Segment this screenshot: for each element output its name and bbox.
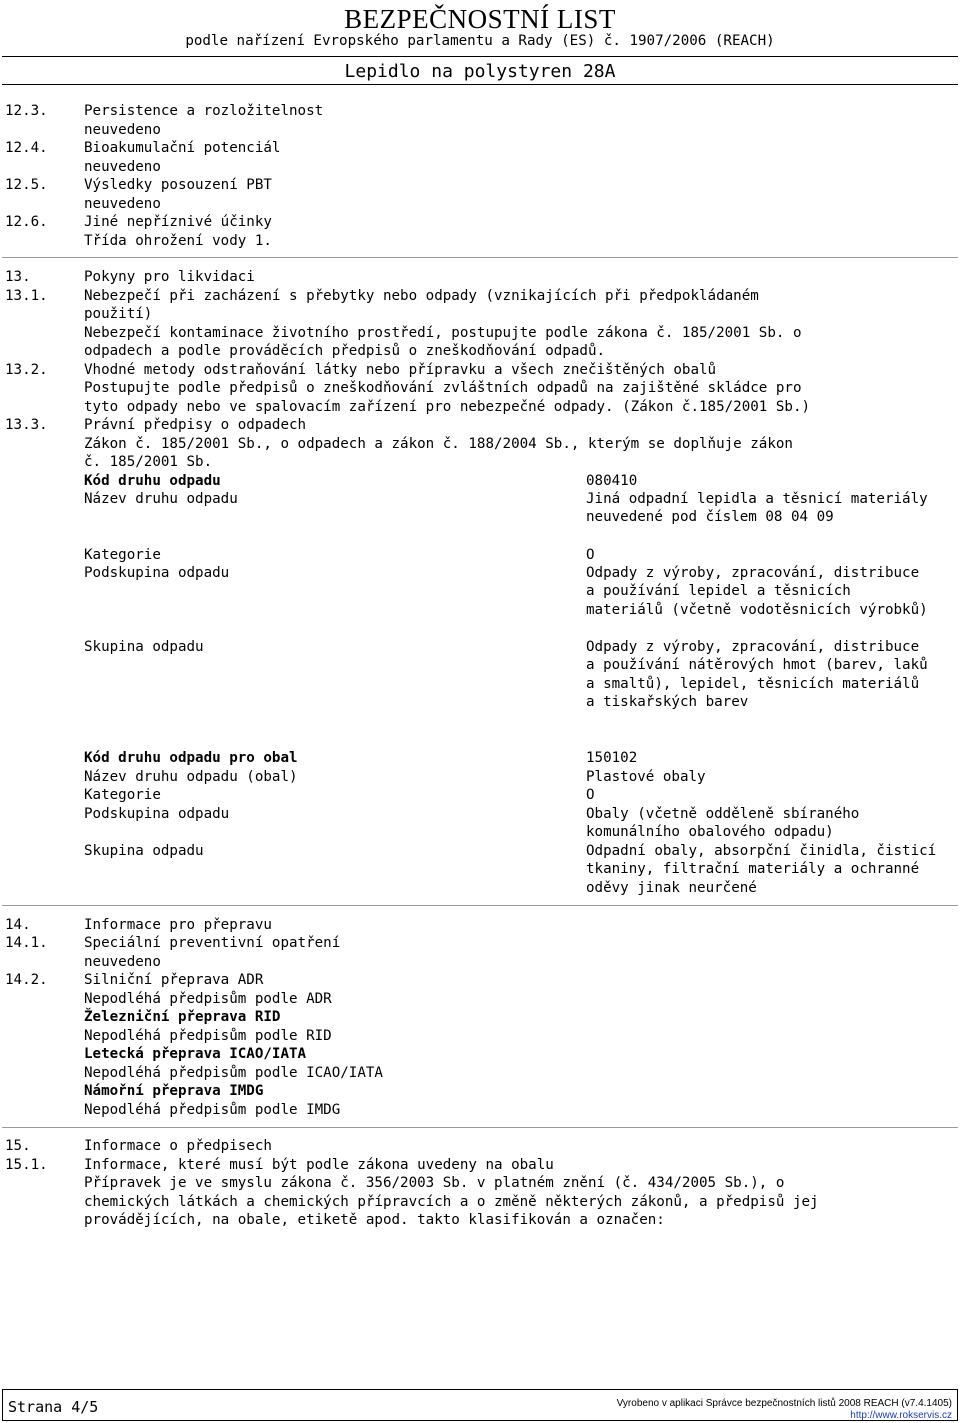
transport-rid-value: Nepodléhá předpisům podle RID <box>84 1028 332 1044</box>
section-number: 14.2. <box>5 972 48 988</box>
section-number: 15.1. <box>5 1157 48 1173</box>
section-heading: Právní předpisy o odpadech <box>84 417 307 433</box>
package-name-label: Název druhu odpadu (obal) <box>84 769 298 785</box>
package-name-value: Plastové obaly <box>586 769 706 785</box>
generator-note: Vyrobeno v aplikaci Správce bezpečnostních listů 2008 REACH (v7.4.1405) <box>616 1398 952 1409</box>
section-divider <box>2 905 958 906</box>
section-number: 12.5. <box>5 177 48 193</box>
transport-imdg-value: Nepodléhá předpisům podle IMDG <box>84 1102 341 1118</box>
waste-name-label: Název druhu odpadu <box>84 491 238 507</box>
package-category-value: O <box>586 787 595 803</box>
paragraph-line: Přípravek je ve smyslu zákona č. 356/2003 Sb. v platném znění (č. 434/2005 Sb.), o <box>84 1175 785 1191</box>
document-title: BEZPEČNOSTNÍ LIST <box>344 4 616 34</box>
generator-link[interactable]: http://www.rokservis.cz <box>850 1410 952 1421</box>
package-subgroup-label: Podskupina odpadu <box>84 806 230 822</box>
header-rule-bottom <box>2 84 958 85</box>
paragraph-line: č. 185/2001 Sb. <box>84 454 213 470</box>
transport-adr-heading: Silniční přeprava ADR <box>84 972 264 988</box>
paragraph-line: Zákon č. 185/2001 Sb., o odpadech a zákon č. 188/2004 Sb., kterým se doplňuje zákon <box>84 436 793 452</box>
document-header <box>0 0 960 85</box>
section-number: 13.2. <box>5 362 48 378</box>
section-value: neuvedeno <box>84 954 161 970</box>
section-heading: Pokyny pro likvidaci <box>84 269 255 285</box>
package-category-label: Kategorie <box>84 787 161 803</box>
waste-code-value: 080410 <box>586 473 638 489</box>
section-divider <box>2 1127 958 1128</box>
paragraph-line: Nebezpečí kontaminace životního prostředí, postupujte podle zákona č. 185/2001 Sb. o <box>84 325 802 341</box>
package-code-label: Kód druhu odpadu pro obal <box>84 750 298 766</box>
section-value: neuvedeno <box>84 122 161 138</box>
section-number: 13. <box>5 269 31 285</box>
waste-category-label: Kategorie <box>84 547 161 563</box>
waste-subgroup-label: Podskupina odpadu <box>84 565 230 581</box>
section-number: 14.1. <box>5 935 48 951</box>
section-divider <box>2 257 958 258</box>
package-code-value: 150102 <box>586 750 638 766</box>
waste-code-label: Kód druhu odpadu <box>84 473 221 489</box>
section-value: neuvedeno <box>84 196 161 212</box>
transport-icao-heading: Letecká přeprava ICAO/IATA <box>84 1046 307 1062</box>
waste-name-value: Jiná odpadní lepidla a těsnicí materiály neuvedené pod číslem 08 04 09 <box>586 491 928 526</box>
section-heading: Bioakumulační potenciál <box>84 140 281 156</box>
section-number: 12.3. <box>5 103 48 119</box>
section-heading: Informace pro přepravu <box>84 917 272 933</box>
package-subgroup-value: Obaly (včetně odděleně sbíraného komunálního obalového odpadu) <box>586 806 860 841</box>
package-group-label: Skupina odpadu <box>84 843 204 859</box>
waste-group-value: Odpady z výroby, zpracování, distribuce a používání nátěrových hmot (barev, laků a smaltů), lepidel, těsnicích materiálů a tiskařských barev <box>586 639 928 711</box>
package-group-value: Odpadní obaly, absorpční činidla, čisticí tkaniny, filtrační materiály a ochranné oděvy jinak neurčené <box>586 843 937 896</box>
transport-imdg-heading: Námořní přeprava IMDG <box>84 1083 264 1099</box>
section-heading: Vhodné metody odstraňování látky nebo přípravku a všech znečištěných obalů <box>84 362 717 378</box>
paragraph-line: Postupujte podle předpisů o zneškodňování zvláštních odpadů na zajištěné skládce pro <box>84 380 802 396</box>
section-number: 14. <box>5 917 31 933</box>
section-number: 13.1. <box>5 288 48 304</box>
section-number: 13.3. <box>5 417 48 433</box>
paragraph-line: provádějících, na obale, etiketě apod. takto klasifikován a označen: <box>84 1212 665 1228</box>
paragraph-line: odpadech a podle prováděcích předpisů o zneškodňování odpadů. <box>84 343 606 359</box>
regulation-subtitle: podle nařízení Evropského parlamentu a Rady (ES) č. 1907/2006 (REACH) <box>185 33 775 49</box>
paragraph-line: tyto odpady nebo ve spalovacím zařízení pro nebezpečné odpady. (Zákon č.185/2001 Sb.) <box>84 399 811 415</box>
header-rule <box>2 56 958 57</box>
section-heading: Jiné nepříznivé účinky <box>84 214 272 230</box>
waste-group-label: Skupina odpadu <box>84 639 204 655</box>
section-number: 12.4. <box>5 140 48 156</box>
page-number: Strana 4/5 <box>8 1398 99 1416</box>
section-heading: Speciální preventivní opatření <box>84 935 341 951</box>
paragraph-line: chemických látkách a chemických přípravcích a o změně některých zákonů, a předpisů jej <box>84 1194 819 1210</box>
section-value: Třída ohrožení vody 1. <box>84 233 272 249</box>
section-heading: Informace, které musí být podle zákona uvedeny na obalu <box>84 1157 554 1173</box>
section-heading: Výsledky posouzení PBT <box>84 177 272 193</box>
section-heading: Informace o předpisech <box>84 1138 272 1154</box>
transport-rid-heading: Železniční přeprava RID <box>84 1009 281 1025</box>
section-value: neuvedeno <box>84 159 161 175</box>
section-number: 12.6. <box>5 214 48 230</box>
waste-category-value: O <box>586 547 595 563</box>
section-heading: Persistence a rozložitelnost <box>84 103 324 119</box>
section-number: 15. <box>5 1138 31 1154</box>
transport-icao-value: Nepodléhá předpisům podle ICAO/IATA <box>84 1065 383 1081</box>
waste-subgroup-value: Odpady z výroby, zpracování, distribuce a používání lepidel a těsnicích materiálů (včetně vodotěsnicích výrobků) <box>586 565 928 618</box>
section-heading: použití) <box>84 306 153 322</box>
product-name: Lepidlo na polystyren 28A <box>344 61 616 82</box>
transport-adr-value: Nepodléhá předpisům podle ADR <box>84 991 332 1007</box>
section-heading: Nebezpečí při zacházení s přebytky nebo odpady (vznikajících při předpokládaném <box>84 288 759 304</box>
